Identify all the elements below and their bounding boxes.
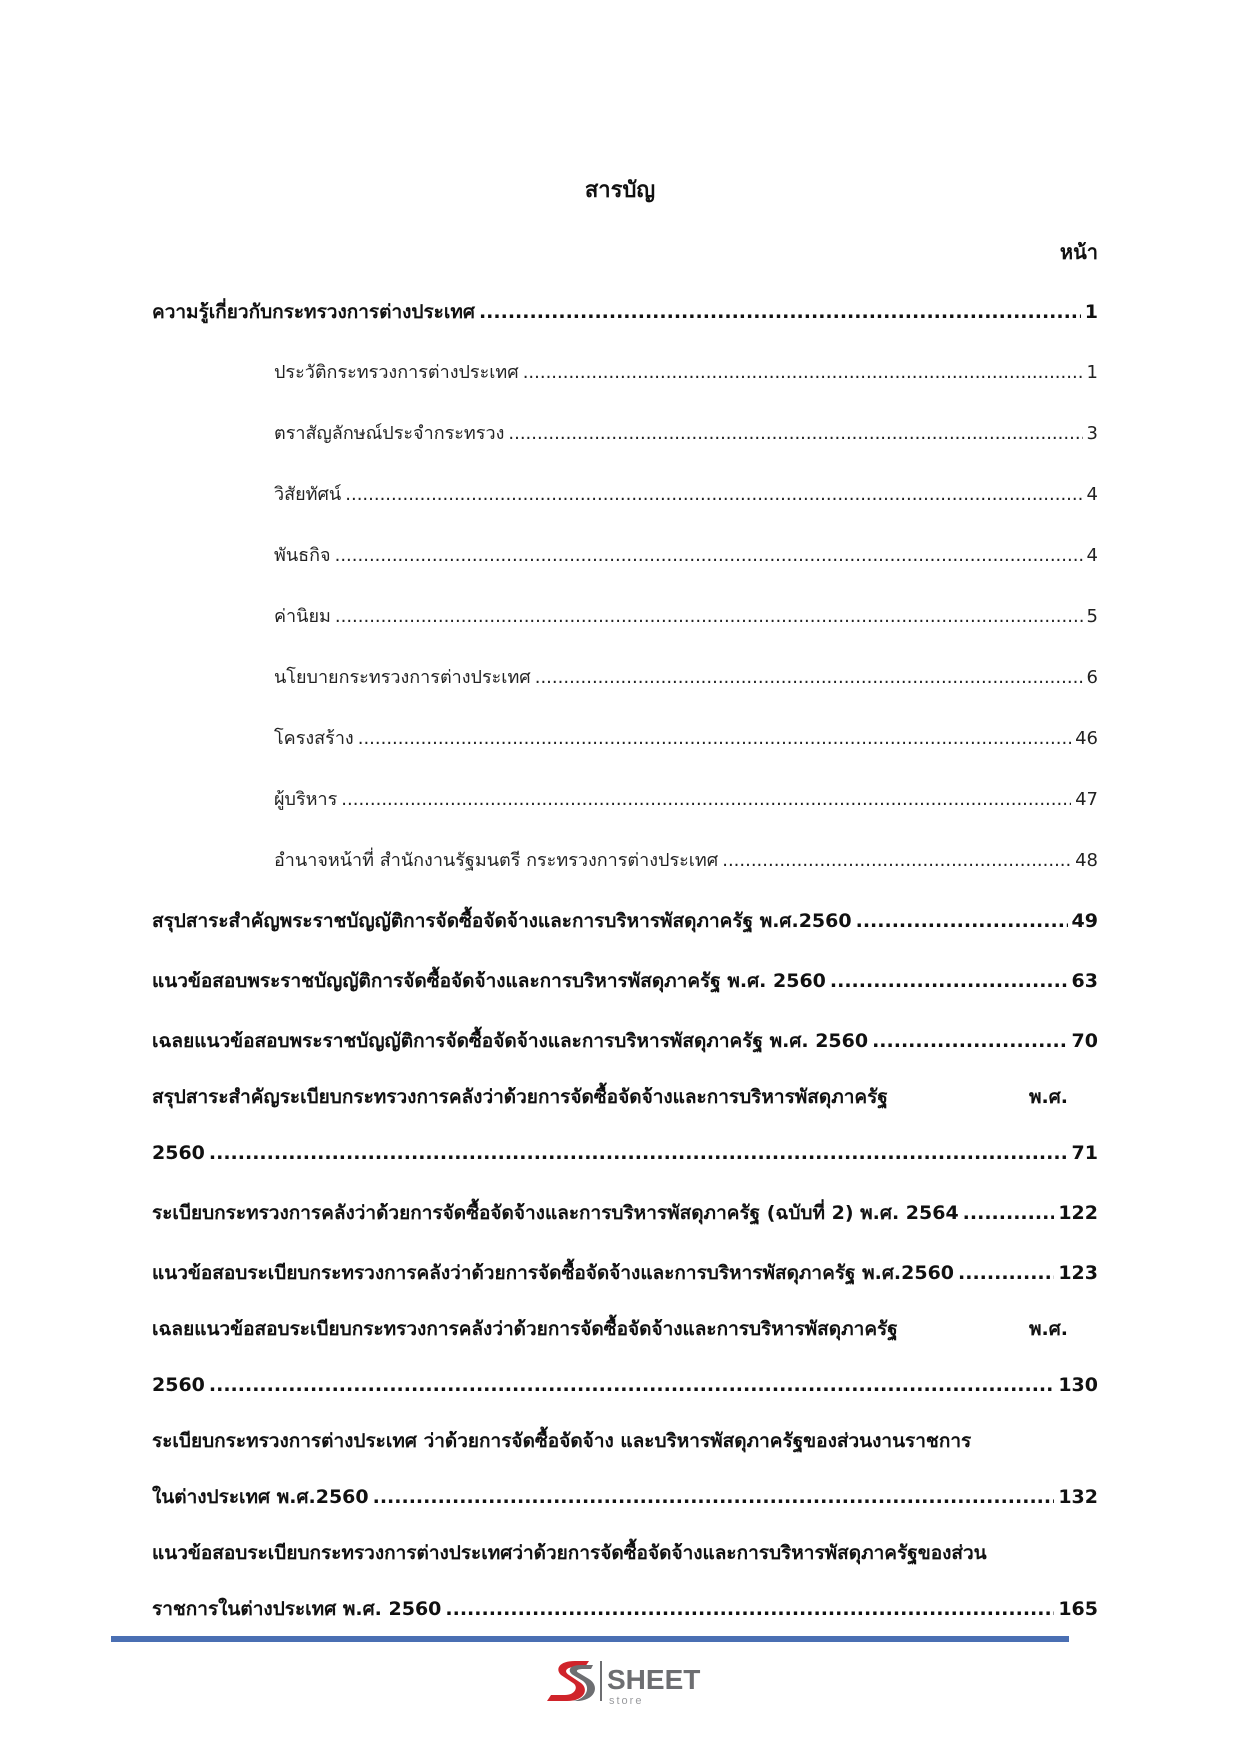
toc-entry-text: เฉลยแนวข้อสอบพระราชบัญญัติการจัดซื้อจัดจ้างและการบริหารพัสดุภาครัฐ พ.ศ. 2560: [152, 1030, 869, 1052]
toc-entry[interactable]: [152, 891, 1098, 951]
toc-page-number: 130: [1058, 1374, 1098, 1396]
toc-entry-line: [274, 464, 1098, 525]
toc-entry-text-line1: เฉลยแนวข้อสอบระเบียบกระทรวงการคลังว่าด้วยการจัดซื้อจัดจ้างและการบริหารพัสดุภาครัฐ: [152, 1318, 898, 1340]
toc-entry-line: [152, 1123, 1098, 1183]
toc-entry-line: [274, 769, 1098, 830]
toc-entry-text: แนวข้อสอบพระราชบัญญัติการจัดซื้อจัดจ้างและการบริหารพัสดุภาครัฐ พ.ศ. 2560: [152, 970, 826, 992]
toc-entry-text: โครงสร้าง: [274, 728, 354, 749]
page-title: สารบัญ: [584, 178, 656, 203]
toc-page-number: 47: [1075, 789, 1098, 810]
sheet-store-logo-icon: [545, 1655, 715, 1707]
toc-entry[interactable]: [152, 403, 1098, 464]
toc-leader-dots: [963, 1183, 1055, 1243]
toc-leader-dots: [335, 586, 1083, 647]
toc-page-number: 165: [1058, 1598, 1098, 1620]
toc-leader-dots: [722, 830, 1071, 891]
toc-entry[interactable]: [152, 1011, 1098, 1071]
toc-entry[interactable]: [152, 1415, 1098, 1527]
toc-entry-text-line1-end: พ.ศ.: [1028, 1086, 1068, 1108]
toc-entry-text: นโยบายกระทรวงการต่างประเทศ: [274, 667, 531, 688]
toc-entry-line: [152, 951, 1098, 1011]
toc-entry-text: ราชการในต่างประเทศ พ.ศ. 2560: [152, 1598, 442, 1620]
toc-entry-text: แนวข้อสอบระเบียบกระทรวงการคลังว่าด้วยการจัดซื้อจัดจ้างและการบริหารพัสดุภาครัฐ พ.ศ.2560: [152, 1262, 955, 1284]
toc-page-number: 49: [1071, 910, 1098, 932]
toc-page-number: 4: [1086, 545, 1098, 566]
toc-entry[interactable]: [152, 464, 1098, 525]
toc-entry-text-line1-end: พ.ศ.: [1028, 1318, 1068, 1340]
toc-entry-text: ระเบียบกระทรวงการคลังว่าด้วยการจัดซื้อจัดจ้างและการบริหารพัสดุภาครัฐ (ฉบับที่ 2) พ.ศ. 2564: [152, 1202, 959, 1224]
toc-entry-line: [274, 830, 1098, 891]
logo-text: SHEET: [607, 1664, 701, 1695]
toc-page-number: 5: [1086, 606, 1098, 627]
toc-page-number: 1: [1086, 362, 1098, 383]
toc-entry[interactable]: [152, 647, 1098, 708]
toc-entry-line: [152, 282, 1098, 342]
toc-entry-line: [274, 647, 1098, 708]
toc-entry-line1: [152, 1415, 1098, 1467]
toc-entry-line: [274, 525, 1098, 586]
toc-page-number: 4: [1086, 484, 1098, 505]
toc-page-number: 122: [1058, 1202, 1098, 1224]
toc-entry[interactable]: [152, 586, 1098, 647]
toc-entry[interactable]: [152, 1527, 1098, 1639]
toc-leader-dots: [479, 282, 1081, 342]
toc-entry-text-line1: ระเบียบกระทรวงการต่างประเทศ ว่าด้วยการจัดซื้อจัดจ้าง และบริหารพัสดุภาครัฐของส่วนงานราชการ: [152, 1430, 972, 1452]
toc-leader-dots: [872, 1011, 1067, 1071]
toc-page-number: 123: [1058, 1262, 1098, 1284]
toc-entry[interactable]: [152, 342, 1098, 403]
footer-rule: [111, 1636, 1069, 1642]
toc-entry-text: วิสัยทัศน์: [274, 484, 342, 505]
toc-entry-line: [152, 1243, 1098, 1303]
toc-entry-line: [152, 1183, 1098, 1243]
toc-leader-dots: [335, 525, 1083, 586]
toc-entry[interactable]: [152, 769, 1098, 830]
toc-entry[interactable]: [152, 708, 1098, 769]
toc-entry[interactable]: [152, 1183, 1098, 1243]
toc-entry-line: [152, 1355, 1098, 1415]
toc-entry-line1: [152, 1527, 1098, 1579]
toc-page-number: 3: [1086, 423, 1098, 444]
toc-entry[interactable]: [152, 282, 1098, 342]
table-of-contents: [152, 282, 1098, 1639]
toc-entry[interactable]: [152, 525, 1098, 586]
toc-entry-line: [152, 1579, 1098, 1639]
toc-leader-dots: [830, 951, 1068, 1011]
toc-entry-line1: [152, 1071, 1098, 1123]
toc-page-number: 48: [1075, 850, 1098, 871]
toc-leader-dots: [958, 1243, 1054, 1303]
toc-entry-line: [152, 891, 1098, 951]
toc-leader-dots: [345, 464, 1082, 525]
toc-entry-text: ตราสัญลักษณ์ประจำกระทรวง: [274, 423, 505, 444]
logo-subtext: store: [609, 1695, 644, 1707]
toc-entry-text: ค่านิยม: [274, 606, 331, 627]
toc-leader-dots: [523, 342, 1083, 403]
toc-entry-line: [274, 342, 1098, 403]
toc-page-number: 132: [1058, 1486, 1098, 1508]
toc-entry[interactable]: [152, 1303, 1098, 1415]
toc-entry-line: [152, 1467, 1098, 1527]
toc-leader-dots: [445, 1579, 1054, 1639]
toc-entry-text: อำนาจหน้าที่ สำนักงานรัฐมนตรี กระทรวงการต่างประเทศ: [274, 850, 719, 871]
toc-leader-dots: [341, 769, 1071, 830]
toc-page-number: 1: [1084, 301, 1098, 323]
toc-entry[interactable]: [152, 1243, 1098, 1303]
toc-entry-line: [152, 1011, 1098, 1071]
toc-entry-line: [274, 586, 1098, 647]
toc-entry-text: ประวัติกระทรวงการต่างประเทศ: [274, 362, 519, 383]
toc-page-number: 63: [1071, 970, 1098, 992]
toc-entry-text: ความรู้เกี่ยวกับกระทรวงการต่างประเทศ: [152, 301, 475, 323]
toc-entry[interactable]: [152, 830, 1098, 891]
toc-entry-line: [274, 708, 1098, 769]
toc-entry-text-line1: แนวข้อสอบระเบียบกระทรวงการต่างประเทศว่าด้วยการจัดซื้อจัดจ้างและการบริหารพัสดุภาครัฐของส่วน: [152, 1542, 987, 1564]
sheet-store-logo: [545, 1655, 715, 1707]
toc-page-number: 46: [1075, 728, 1098, 749]
toc-entry-text: 2560: [152, 1142, 205, 1164]
toc-entry[interactable]: [152, 951, 1098, 1011]
toc-leader-dots: [535, 647, 1083, 708]
toc-entry-text: ผู้บริหาร: [274, 789, 338, 810]
toc-entry[interactable]: [152, 1071, 1098, 1183]
toc-entry-text: สรุปสาระสำคัญพระราชบัญญัติการจัดซื้อจัดจ้างและการบริหารพัสดุภาครัฐ พ.ศ.2560: [152, 910, 852, 932]
toc-page-number: 70: [1071, 1030, 1098, 1052]
toc-entry-line1: [152, 1303, 1098, 1355]
toc-leader-dots: [209, 1355, 1054, 1415]
toc-leader-dots: [508, 403, 1082, 464]
page-column-header: หน้า: [1059, 240, 1098, 264]
toc-entry-line: [274, 403, 1098, 464]
toc-leader-dots: [209, 1123, 1068, 1183]
toc-leader-dots: [373, 1467, 1055, 1527]
toc-entry-text: 2560: [152, 1374, 205, 1396]
toc-leader-dots: [856, 891, 1068, 951]
toc-leader-dots: [358, 708, 1071, 769]
toc-page-number: 71: [1071, 1142, 1098, 1164]
toc-entry-text-line1: สรุปสาระสำคัญระเบียบกระทรวงการคลังว่าด้วยการจัดซื้อจัดจ้างและการบริหารพัสดุภาครัฐ: [152, 1086, 888, 1108]
toc-entry-text: พันธกิจ: [274, 545, 331, 566]
toc-page-number: 6: [1086, 667, 1098, 688]
toc-entry-text: ในต่างประเทศ พ.ศ.2560: [152, 1486, 369, 1508]
